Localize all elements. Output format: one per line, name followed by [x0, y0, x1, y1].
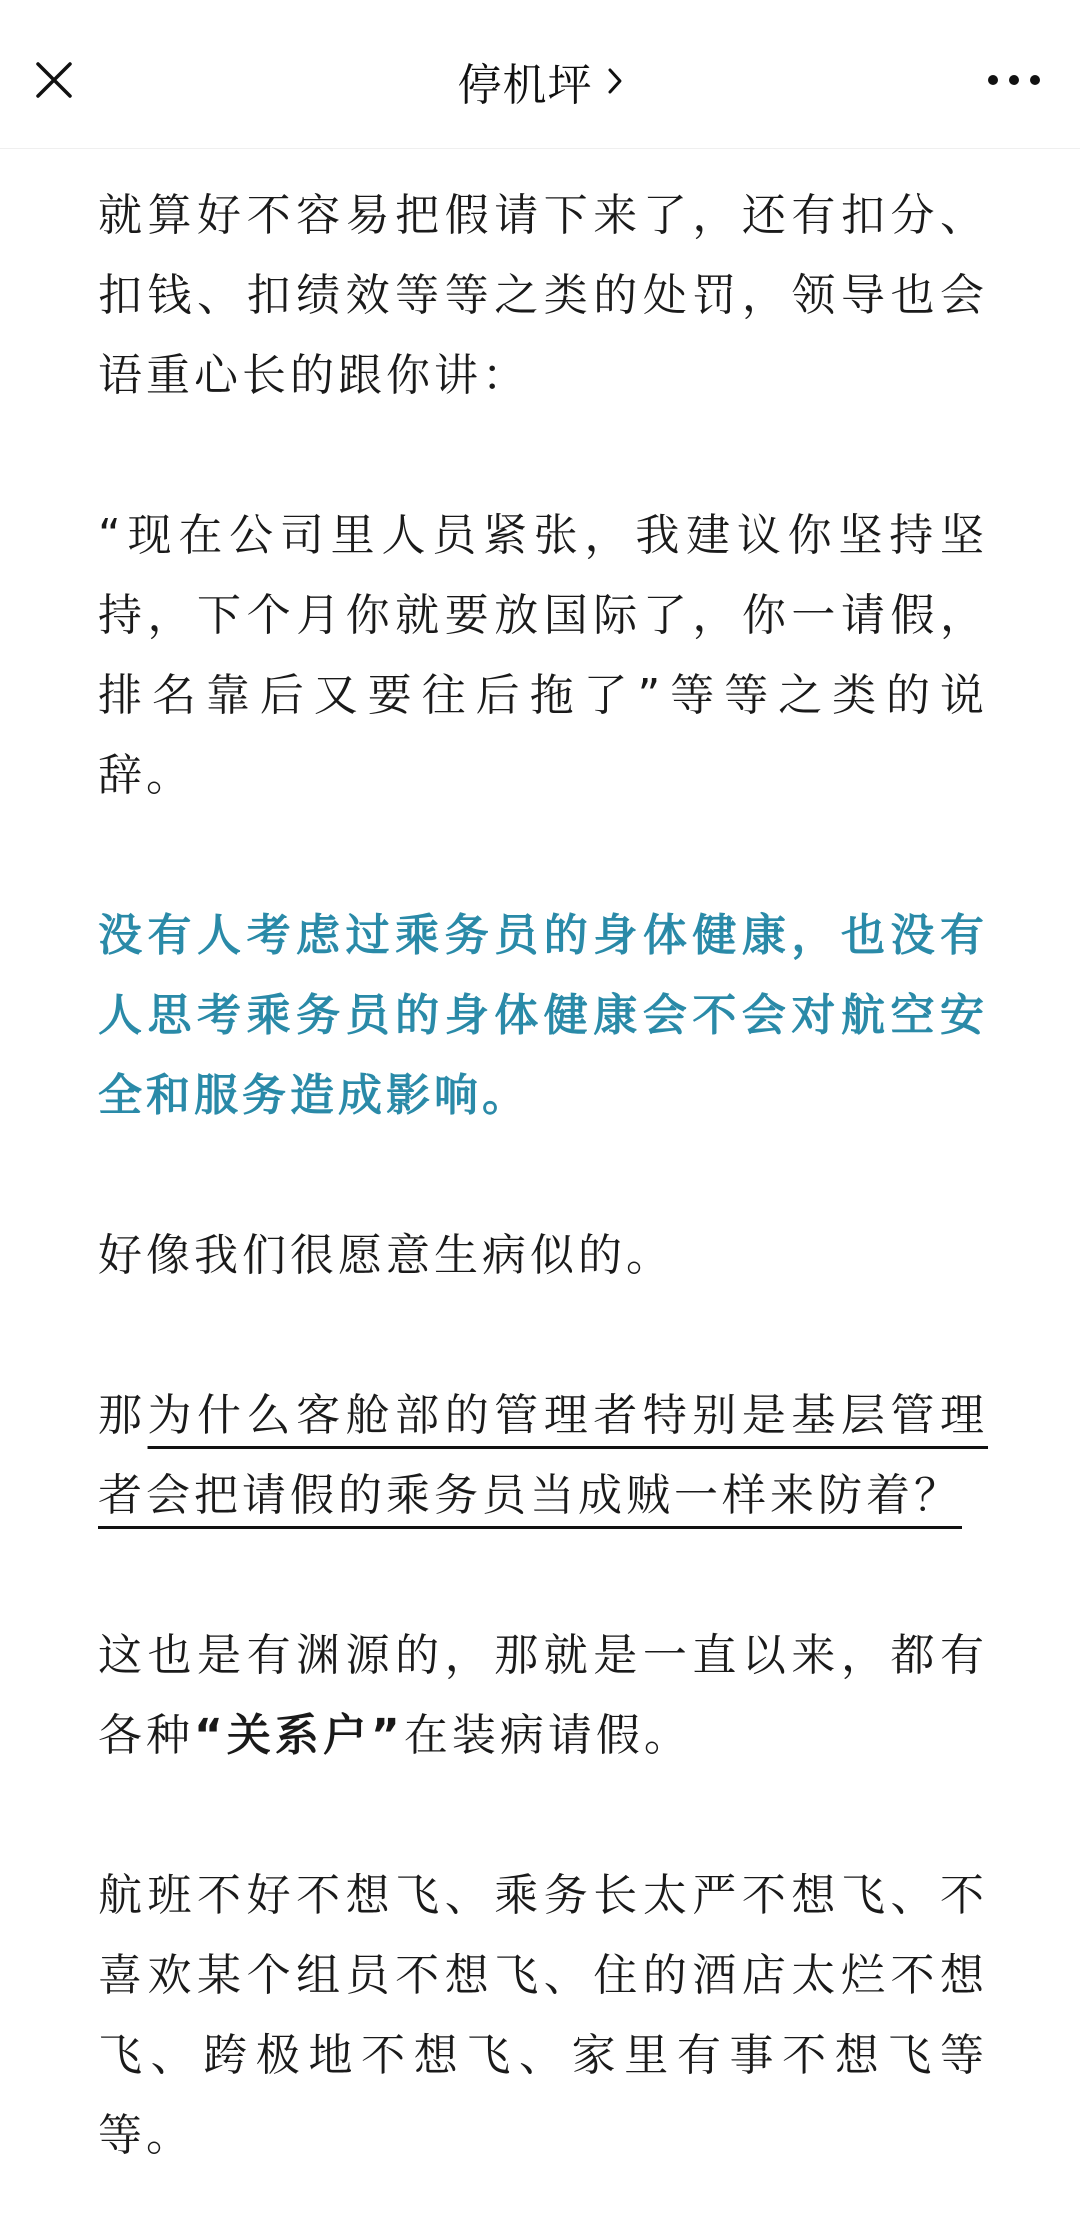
article-paragraph-6 [98, 1616, 988, 1776]
article-underlined-paragraph [98, 1376, 988, 1536]
paragraph-text-after: 在装病请假。 [403, 1710, 692, 1761]
article-paragraph-1: 就算好不容易把假请下来了，还有扣分、扣钱、扣绩效等等之类的处罚，领导也会语重心长的跟你讲： [98, 190, 988, 401]
close-button[interactable] [26, 52, 82, 108]
article-paragraph-2: “现在公司里人员紧张，我建议你坚持坚持，下个月你就要放国际了，你一请假，排名靠后又要往后拖了”等等之类的说辞。 [98, 510, 988, 801]
paragraph-prefix: 那 [98, 1390, 148, 1441]
article-paragraph-7: 航班不好不想飞、乘务长太严不想飞、不喜欢某个组员不想飞、住的酒店太烂不想飞、跨极地不想飞、家里有事不想飞等等。 [98, 1870, 988, 2161]
account-title: 停机坪 [457, 60, 593, 111]
article-highlight-paragraph: 没有人考虑过乘务员的身体健康，也没有人思考乘务员的身体健康会不会对航空安全和服务造成影响。 [98, 910, 988, 1121]
account-title-button[interactable] [340, 46, 740, 116]
close-icon [34, 60, 74, 100]
bold-term: “关系户” [194, 1710, 404, 1761]
chevron-right-icon [607, 66, 623, 96]
more-dots-icon [986, 73, 1042, 87]
more-button[interactable] [974, 52, 1054, 108]
article-paragraph-4: 好像我们很愿意生病似的。 [98, 1230, 674, 1281]
top-bar [0, 0, 1080, 149]
article-body [98, 176, 988, 2176]
underlined-text: 为什么客舱部的管理者特别是基层管理者会把请假的乘务员当成贼一样来防着？ [98, 1390, 989, 1521]
paragraph-text-before: 这也是有渊源的，那就是一直以来，都有各种 [98, 1630, 988, 1761]
